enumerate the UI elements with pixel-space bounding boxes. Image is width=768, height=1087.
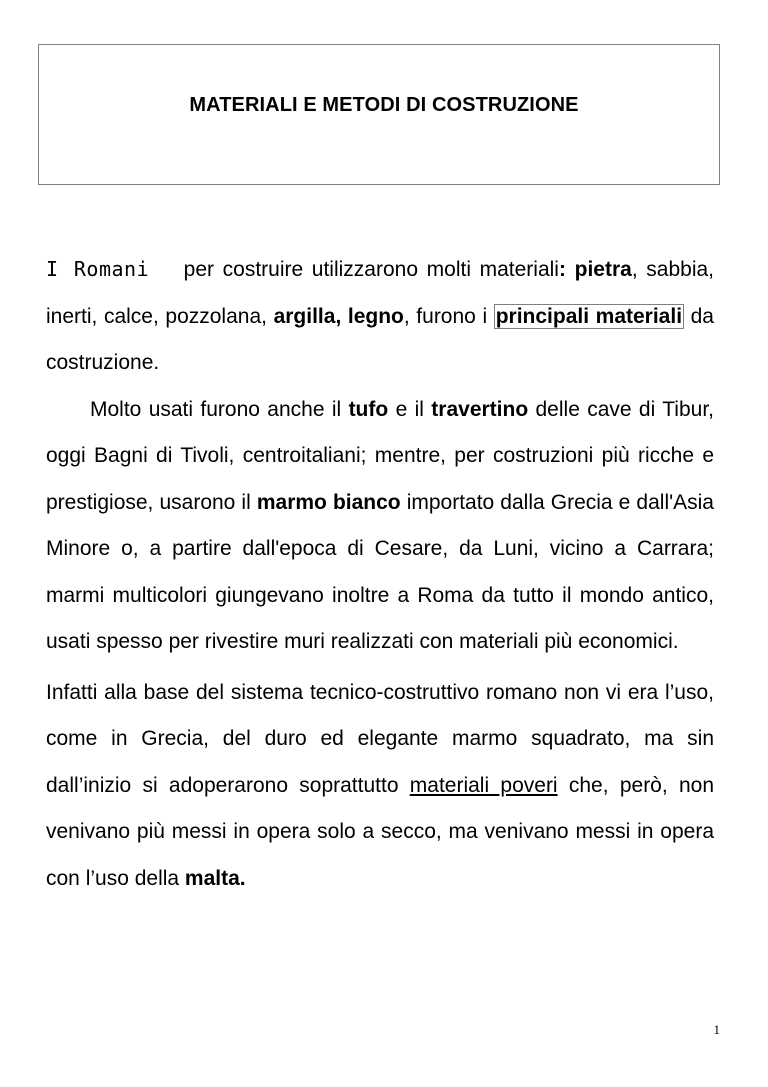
- paragraph-1: [46, 246, 714, 387]
- p2-text-2: e il: [388, 397, 432, 421]
- p1-pietra: pietra: [574, 258, 632, 281]
- document-body: [46, 246, 714, 902]
- p1-colon: :: [558, 258, 566, 281]
- p1-text-2: , sabbia, inerti, calce, pozzolana,: [46, 258, 714, 328]
- p2-text-4: importato dalla Grecia e dall'Asia Minore o, a partire dall'epoca di Cesare, da Luni, vicino a Carrara; marmi multicolori giungevano inoltre a Roma da tutto il mondo antico, usati spesso per rivestire muri realizzati con materiali più economici.: [46, 490, 714, 653]
- p2-tufo: tufo: [348, 397, 389, 421]
- romani-text: I Romani: [46, 257, 150, 281]
- p1-argilla-legno: argilla, legno: [273, 304, 404, 328]
- p2-text-3: delle cave di Tibur, oggi Bagni di Tivoli, centroitaliani; mentre, per costruzioni più ricche e prestigiose, usarono il: [46, 397, 714, 514]
- paragraph-2: [46, 387, 714, 666]
- p1-text-4: da costruzione.: [46, 304, 714, 374]
- p2-travertino: travertino: [431, 397, 529, 421]
- p1-text-3: , furono i: [403, 304, 494, 328]
- p3-text-2: che, però, non venivano più messi in opera solo a secco, ma venivano messi in opera con l’uso della: [46, 773, 715, 890]
- p1-principali-materiali: principali materiali: [495, 304, 683, 328]
- p1-text-1: per costruire utilizzarono molti materiali: [183, 258, 559, 281]
- p3-materiali-poveri: materiali poveri: [409, 773, 558, 797]
- p3-malta: malta.: [184, 866, 246, 890]
- paragraph-3: [46, 670, 714, 903]
- page-title: MATERIALI E METODI DI COSTRUZIONE: [189, 94, 579, 116]
- p3-text-1: Infatti alla base del sistema tecnico-costruttivo romano non vi era l’uso, come in Grecia, del duro ed elegante marmo squadrato, ma sin dall’inizio si adoperarono soprattutto: [46, 680, 714, 797]
- page-number: 1: [713, 1022, 720, 1037]
- p2-marmo-bianco: marmo bianco: [256, 490, 401, 514]
- p2-text-1: Molto usati furono anche il: [90, 397, 349, 421]
